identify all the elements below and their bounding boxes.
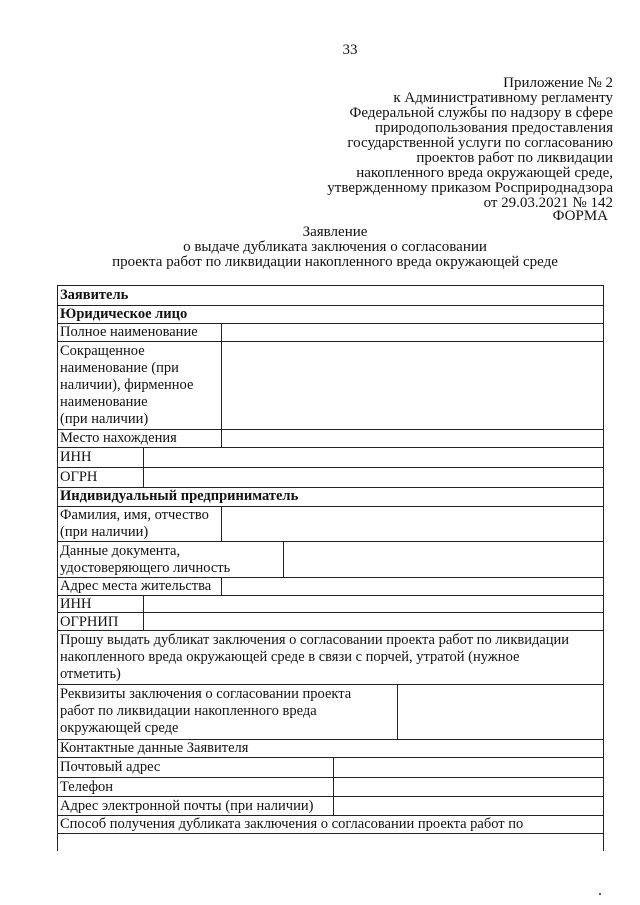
- row-line: [57, 796, 603, 797]
- fio-line: Фамилия, имя, отчество: [60, 507, 209, 523]
- table-border-left: [57, 285, 58, 851]
- inn-label: ИНН: [60, 449, 92, 465]
- email-label: Адрес электронной почты (при наличии): [60, 798, 314, 814]
- title-line: проекта работ по ликвидации накопленного вреда окружающей среде: [112, 254, 558, 270]
- page-number: 33: [342, 42, 358, 58]
- appendix-line: от 29.03.2021 № 142: [483, 195, 613, 211]
- row-line: [57, 595, 603, 596]
- column-line: [221, 323, 222, 447]
- appendix-line: государственной услуги по согласованию: [347, 135, 613, 151]
- row-line: [57, 341, 603, 342]
- short-name-line: наименование (при: [60, 360, 179, 376]
- location-label: Место нахождения: [60, 430, 177, 446]
- row-line: [57, 777, 603, 778]
- table-border-right: [603, 285, 604, 851]
- column-line: [221, 506, 222, 541]
- conclusion-line: окружающей среде: [60, 720, 179, 736]
- id-document-label: [60, 543, 230, 577]
- row-line: [57, 447, 603, 448]
- short-name-line: наименование: [60, 394, 148, 410]
- conclusion-line: Реквизиты заключения о согласовании проекта: [60, 686, 352, 702]
- inn2-label: ИНН: [60, 596, 92, 612]
- postal-address-label: Почтовый адрес: [60, 759, 161, 775]
- appendix-line: проектов работ по ликвидации: [416, 150, 613, 166]
- entrepreneur-header: Индивидуальный предприниматель: [60, 488, 299, 504]
- row-line: [57, 612, 603, 613]
- row-line: [57, 467, 603, 468]
- short-name-line: Сокращенное: [60, 343, 145, 359]
- fio-line: (при наличии): [60, 524, 149, 540]
- row-line: [57, 757, 603, 758]
- legal-entity-header: Юридическое лицо: [60, 306, 188, 322]
- request-line: накопленного вреда окружающей среде в связи с порчей, утратой (нужное: [60, 649, 520, 665]
- column-line: [333, 757, 334, 815]
- id-document-line: Данные документа,: [60, 543, 181, 559]
- short-name-line: (при наличии): [60, 411, 149, 427]
- receipt-method-label: Способ получения дубликата заключения о согласовании проекта работ по: [60, 816, 524, 832]
- fio-label: [60, 507, 209, 541]
- scan-speck: [599, 893, 601, 895]
- column-line: [143, 595, 144, 630]
- form-label: ФОРМА: [552, 208, 608, 224]
- appendix-line: утвержденному приказом Росприроднадзора: [327, 180, 613, 196]
- appendix-block: [327, 76, 613, 211]
- applicant-header: Заявитель: [60, 287, 129, 303]
- full-name-label: Полное наименование: [60, 324, 198, 340]
- conclusion-line: работ по ликвидации накопленного вреда: [60, 703, 317, 719]
- id-document-line: удостоверяющего личность: [60, 560, 231, 576]
- title-line: о выдаче дубликата заключения о согласовании: [183, 239, 487, 255]
- short-name-line: наличии), фирменное: [60, 377, 194, 393]
- appendix-line: накопленного вреда окружающей среде,: [356, 165, 613, 181]
- appendix-line: Федеральной службы по надзору в сфере: [349, 105, 613, 121]
- row-line: [57, 630, 603, 631]
- row-line: [57, 541, 603, 542]
- row-line: [57, 285, 603, 286]
- column-line: [143, 447, 144, 487]
- conclusion-details-label: [60, 686, 351, 737]
- appendix-line: Приложение № 2: [503, 75, 613, 91]
- request-line: Прошу выдать дубликат заключения о согласовании проекта работ по ликвидации: [60, 632, 570, 648]
- short-name-label: [60, 343, 193, 428]
- residence-label: Адрес места жительства: [60, 578, 212, 594]
- column-line: [221, 577, 222, 595]
- title-line: Заявление: [302, 224, 368, 240]
- row-line: [57, 684, 603, 685]
- column-line: [397, 684, 398, 739]
- ogrn-label: ОГРН: [60, 469, 98, 485]
- ogrnip-label: ОГРНИП: [60, 614, 119, 630]
- request-line: отметить): [60, 666, 121, 682]
- row-line: [57, 833, 603, 834]
- phone-label: Телефон: [60, 779, 113, 795]
- appendix-line: к Административному регламенту: [393, 90, 613, 106]
- contacts-label: Контактные данные Заявителя: [60, 740, 249, 756]
- request-text: [60, 632, 569, 683]
- document-title: [0, 225, 640, 270]
- column-line: [283, 541, 284, 577]
- appendix-line: природопользования предоставления: [374, 120, 613, 136]
